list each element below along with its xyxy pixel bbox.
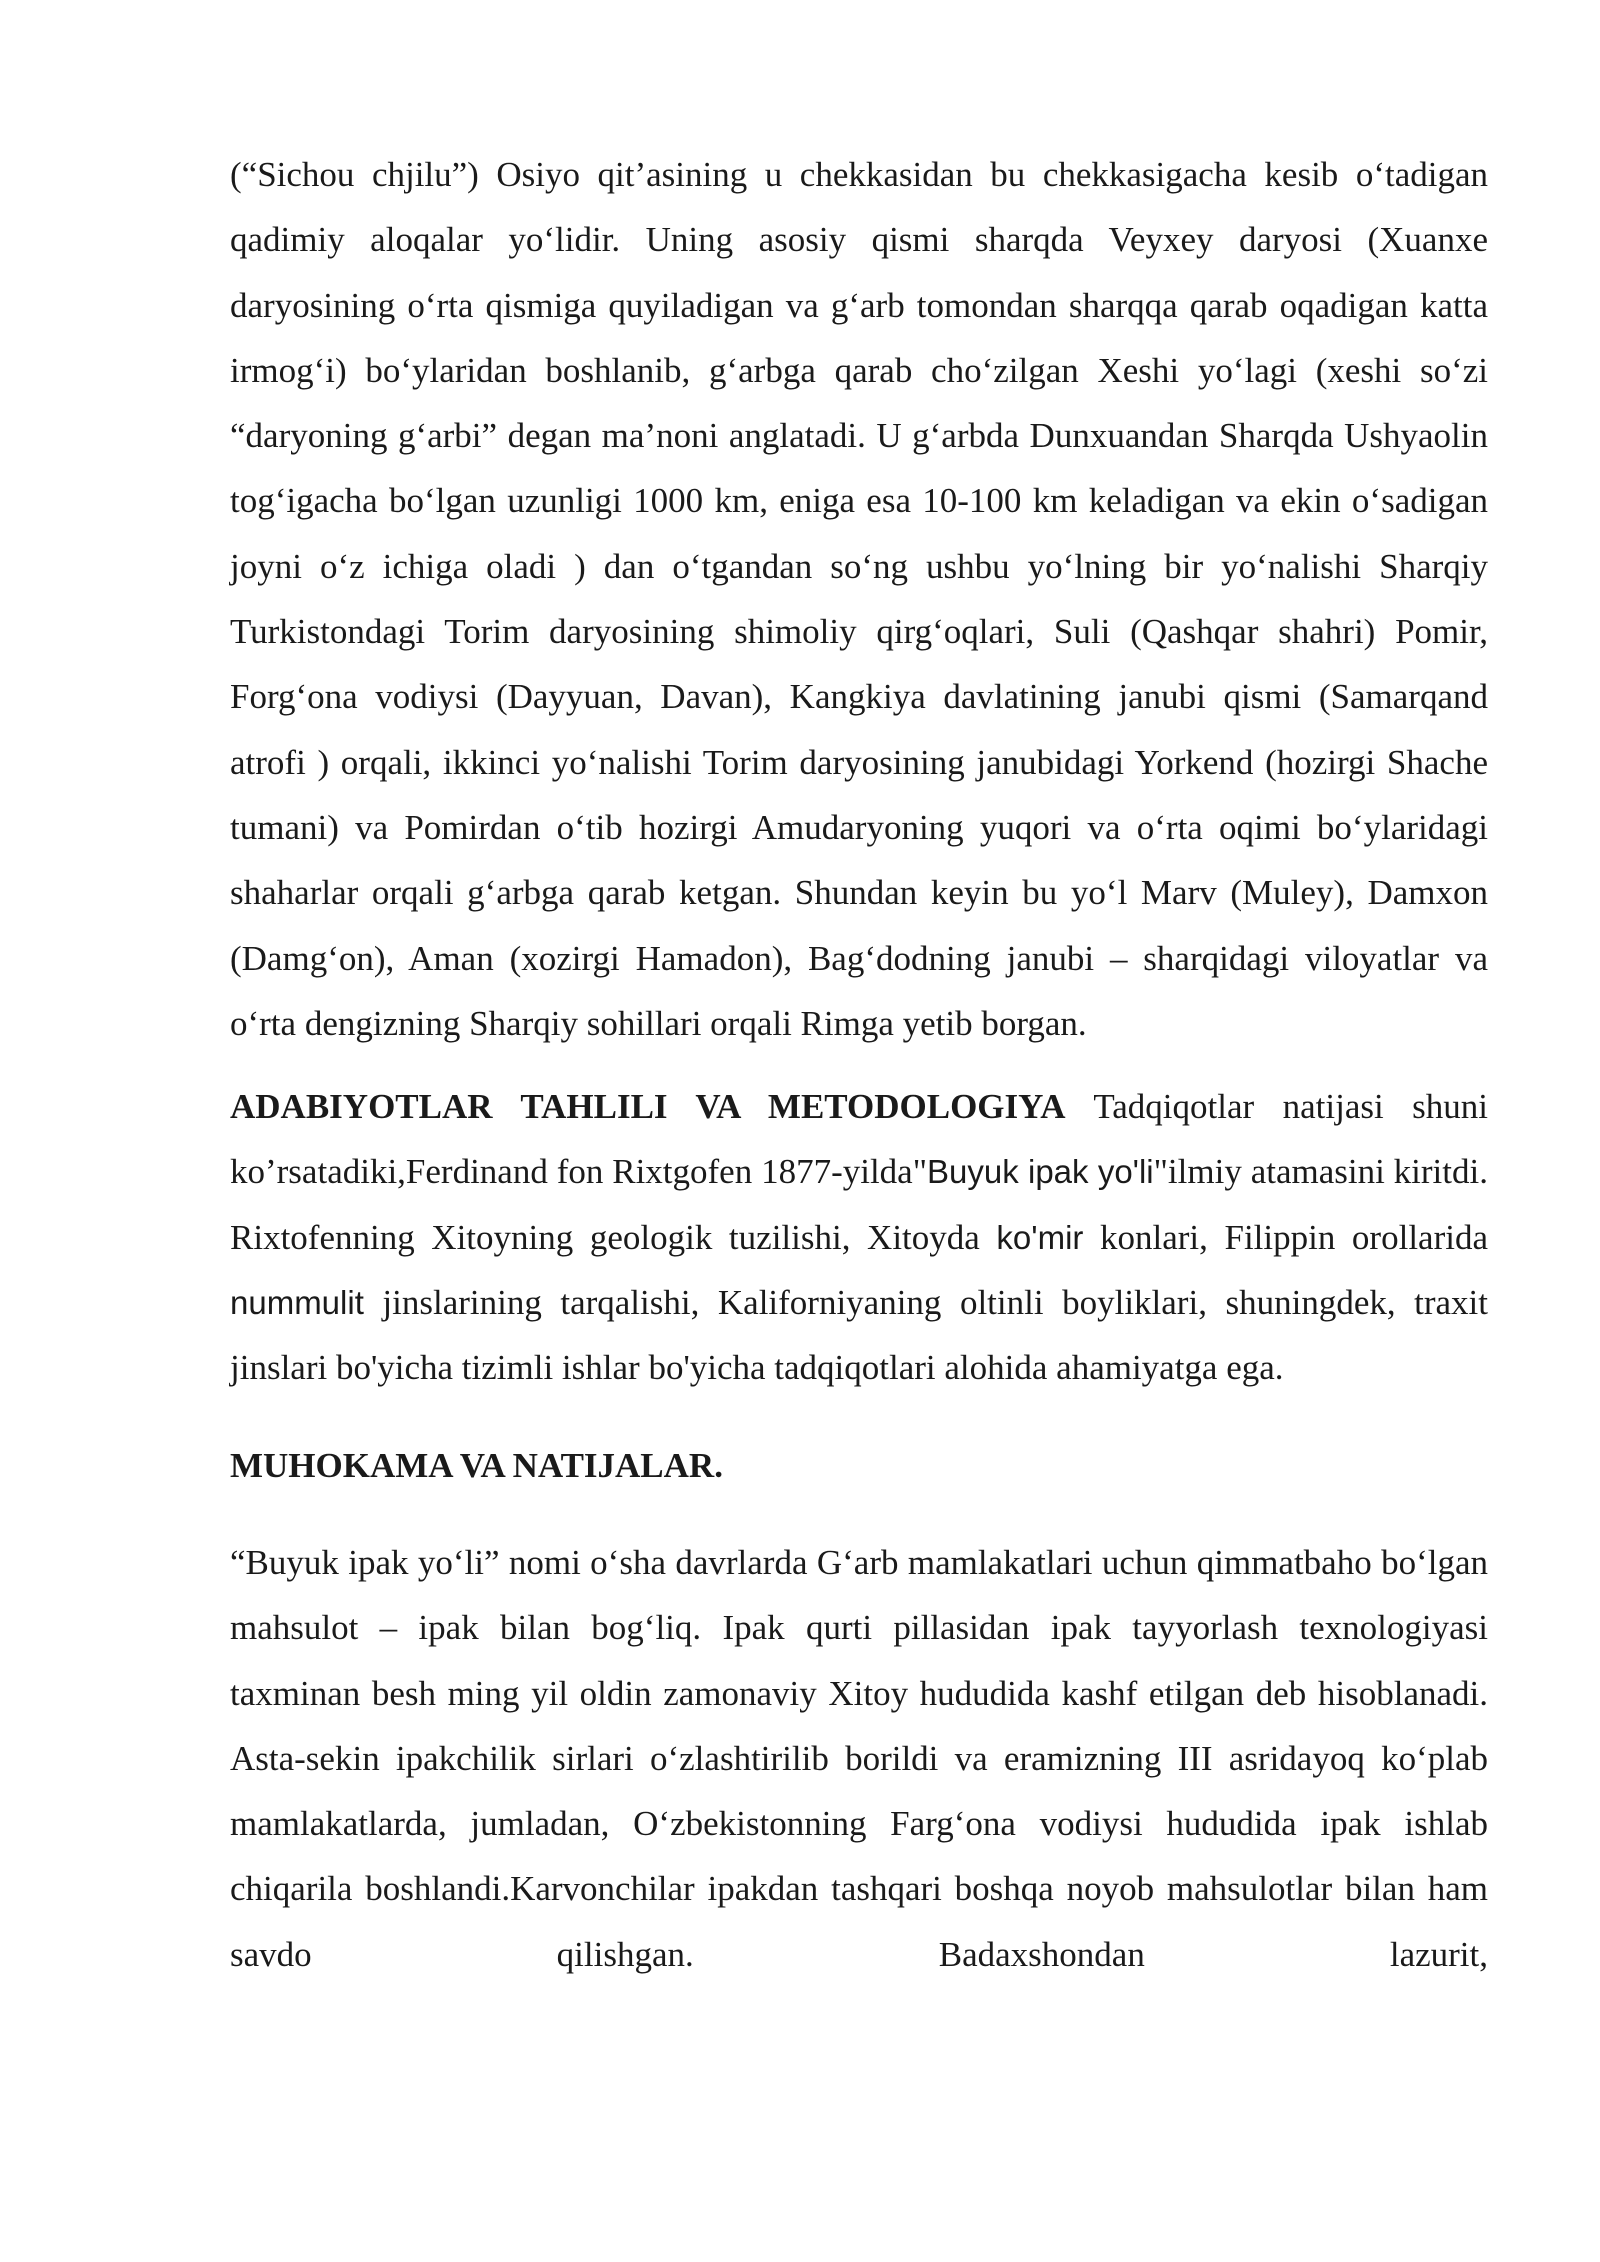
section-heading-discussion: MUHOKAMA VA NATIJALAR.	[230, 1445, 723, 1485]
methodology-term-silk-road: Buyuk ipak yo'li	[927, 1153, 1154, 1191]
methodology-text-part-1: Tadqiqotlar natijasi shuni ko’rsatadiki,Ferdinand fon Rixtgofen 1877-yilda"	[230, 1087, 1488, 1192]
methodology-term-nummulite: nummulit	[230, 1284, 364, 1322]
methodology-text-part-4: jinslarining tarqalishi, Kaliforniyaning oltinli boyliklari, shuningdek, traxit jinslari bo'yicha tizimli ishlar bo'yicha tadqiqotlari alohida ahamiyatga ega.	[230, 1283, 1488, 1388]
methodology-text-part-3: konlari, Filippin orollarida	[1083, 1217, 1488, 1257]
methodology-paragraph	[230, 1074, 1488, 1400]
methodology-term-coal: ko'mir	[996, 1218, 1084, 1256]
document-page	[230, 142, 1488, 1987]
body-paragraph-silk-road-route: (“Sichou chjilu”) Osiyo qit’asining u chekkasidan bu chekkasigacha kesib o‘tadigan qadimiy aloqalar yo‘lidir. Uning asosiy qismi sharqda Veyxey daryosi (Xuanxe daryosining o‘rta qismiga quyiladigan va g‘arb tomondan sharqqa qarab oqadigan katta irmog‘i) bo‘ylaridan boshlanib, g‘arbga qarab cho‘zilgan Xeshi yo‘lagi (xeshi so‘zi “daryoning g‘arbi” degan ma’noni anglatadi. U g‘arbda Dunxuandan Sharqda Ushyaolin tog‘igacha bo‘lgan uzunligi 1000 km, eniga esa 10-100 km keladigan va ekin o‘sadigan joyni o‘z ichiga oladi ) dan o‘tgandan so‘ng ushbu yo‘lning bir yo‘nalishi Sharqiy Turkistondagi Torim daryosining shimoliy qirg‘oqlari, Suli (Qashqar shahri) Pomir, Forg‘ona vodiysi (Dayyuan, Davan), Kangkiya davlatining janubi qismi (Samarqand atrofi ) orqali, ikkinci yo‘nalishi Torim daryosining janubidagi Yorkend (hozirgi Shache tumani) va Pomirdan o‘tib hozirgi Amudaryoning yuqori va o‘rta oqimi bo‘ylaridagi shaharlar orqali g‘arbga qarab ketgan. Shundan keyin bu yo‘l Marv (Muley), Damxon (Damg‘on), Aman (xozirgi Hamadon), Bag‘dodning janubi – sharqidagi viloyatlar va o‘rta dengizning Sharqiy sohillari orqali Rimga yetib borgan.	[230, 155, 1488, 1043]
discussion-paragraph: “Buyuk ipak yo‘li” nomi o‘sha davrlarda G‘arb mamlakatlari uchun qimmatbaho bo‘lgan mahsulot – ipak bilan bog‘liq. Ipak qurti pillasidan ipak tayyorlash texnologiyasi taxminan besh ming yil oldin zamonaviy Xitoy hududida kashf etilgan deb hisoblanadi. Asta-sekin ipakchilik sirlari o‘zlashtirilib borildi va eramizning III asridayoq ko‘plab mamlakatlarda, jumladan, O‘zbekistonning Farg‘ona vodiysi hududida ipak ishlab chiqarila boshlandi.Karvonchilar ipakdan tashqari boshqa noyob mahsulotlar bilan ham savdo qilishgan. Badaxshondan lazurit,	[230, 1542, 1488, 1974]
section-heading-methodology: ADABIYOTLAR TAHLILI VA METODOLOGIYA	[230, 1087, 1066, 1127]
methodology-text-part-2: "ilmiy atamasini kiritdi. Rixtofenning Xitoyning geologik tuzilishi, Xitoyda	[230, 1152, 1488, 1257]
